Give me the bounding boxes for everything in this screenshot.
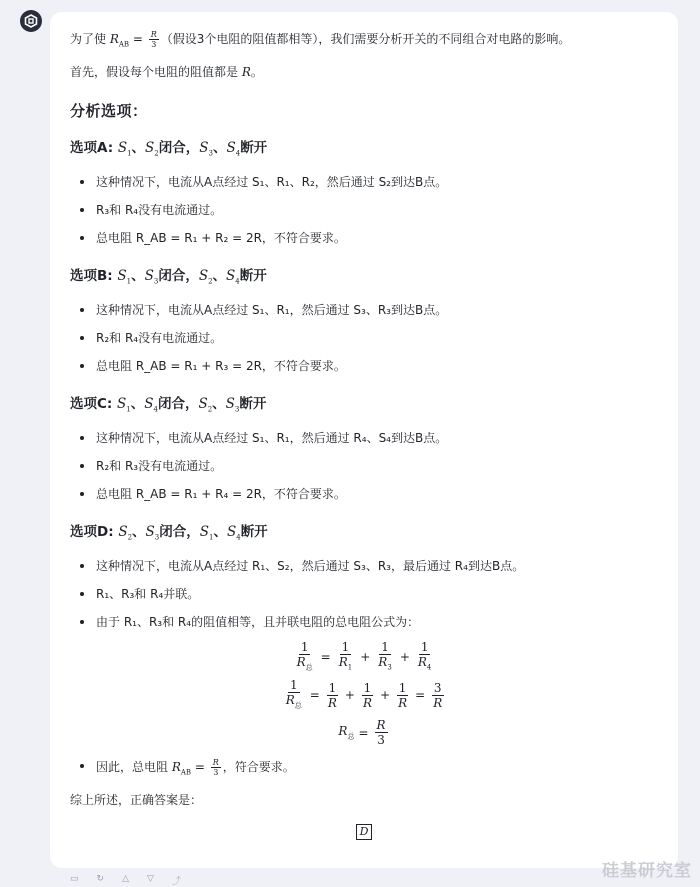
- sym: S: [144, 396, 154, 412]
- num: R: [376, 718, 386, 732]
- sub: 2: [208, 277, 213, 286]
- equation-3: [50, 718, 678, 747]
- sym: R: [296, 655, 306, 669]
- assume-r: R: [241, 65, 251, 79]
- num: 1: [341, 640, 350, 654]
- option-c-title: [70, 392, 266, 414]
- option-d-bullet-4: [96, 758, 295, 780]
- intro-text-b: （假设3个电阻的阻值都相等），我们需要分析开关的不同组合对电路的影响。: [160, 32, 571, 46]
- sub: 2: [154, 149, 159, 158]
- opt-mid: 闭合，: [157, 396, 199, 412]
- frac-1-over-rtotal: [295, 640, 315, 674]
- sub: 4: [236, 533, 241, 542]
- op-plus: +: [344, 688, 355, 703]
- opt-mid: 闭合，: [159, 524, 200, 540]
- opt-prefix: 选项C:: [70, 396, 118, 412]
- opt-switch: [227, 524, 241, 540]
- opt-switch: [118, 524, 132, 540]
- num: 1: [363, 680, 372, 695]
- sep: 、: [130, 396, 145, 412]
- sub: 3: [153, 277, 159, 286]
- option-d-bullet-3: 由于 R₁、R₃和 R₄的阻值相等，且并联电阻的总电阻公式为：: [96, 615, 420, 629]
- option-c-bullet-2: R₂和 R₃没有电流通过。: [96, 459, 223, 473]
- intro-fraction: [149, 30, 159, 49]
- opt-switch: [144, 396, 158, 412]
- frac-r-over-3: [375, 718, 388, 747]
- sym: S: [225, 396, 235, 412]
- answer-box: D: [356, 824, 372, 840]
- sub: 3: [234, 405, 240, 414]
- opt-end: 断开: [240, 140, 268, 156]
- sym: R: [338, 655, 348, 669]
- op-eq: =: [309, 688, 320, 703]
- sep: 、: [131, 140, 146, 156]
- option-a-bullet-3: 总电阻 R_AB = R₁ + R₂ = 2R，不符合要求。: [96, 231, 346, 245]
- sub: 1: [209, 533, 214, 542]
- analysis-heading: 分析选项：: [70, 102, 148, 120]
- sym: S: [199, 524, 209, 540]
- option-b-bullet-2: R₂和 R₄没有电流通过。: [96, 331, 223, 345]
- sub: 4: [235, 277, 240, 286]
- thumbs-up-icon[interactable]: △: [122, 874, 129, 884]
- den: [416, 655, 434, 674]
- assumption-text: [70, 64, 263, 80]
- sep: 、: [213, 524, 227, 540]
- opt-switch: [200, 524, 214, 540]
- sep: 、: [212, 268, 227, 284]
- sym: R: [338, 723, 348, 738]
- option-a-title: [70, 136, 267, 158]
- num: 1: [420, 640, 429, 654]
- den: R: [433, 695, 443, 710]
- watermark: 硅基研究室: [602, 861, 692, 881]
- sub: 4: [153, 405, 158, 414]
- opt-switch: [145, 140, 159, 156]
- opt-end: 断开: [239, 268, 267, 284]
- intro-eq: =: [129, 32, 147, 46]
- option-d-title: [70, 520, 268, 542]
- option-c-bullet-3: 总电阻 R_AB = R₁ + R₄ = 2R，不符合要求。: [96, 487, 346, 501]
- sub: 4: [235, 149, 241, 158]
- opt-switch: [199, 268, 213, 284]
- sub: AB: [180, 768, 192, 777]
- opt-mid: 闭合，: [158, 268, 199, 284]
- opt-switch: [199, 140, 213, 156]
- frac-1-over-r: [326, 681, 339, 710]
- num: 1: [381, 640, 389, 654]
- sym: S: [145, 140, 155, 156]
- sub: 3: [387, 663, 392, 672]
- num: 1: [328, 680, 337, 695]
- option-d-bullet-1: 这种情况下，电流从A点经过 R₁、S₂，然后通过 S₃、R₃，最后通过 R₄到达B点。: [96, 559, 525, 573]
- num: R: [212, 758, 219, 767]
- frac-r-over-3-inline: [211, 758, 221, 777]
- frac-1-over-r: [396, 681, 409, 710]
- op-eq: =: [358, 725, 369, 740]
- b4a: 因此，总电阻: [96, 760, 172, 774]
- frac-1-over-r3: [376, 640, 394, 674]
- intro-r: [109, 32, 130, 49]
- sym: S: [145, 524, 155, 540]
- thumbs-down-icon[interactable]: ▽: [146, 874, 154, 884]
- message-toolbar: [70, 874, 181, 887]
- den: 3: [213, 768, 219, 777]
- sym: S: [198, 268, 209, 284]
- sub: 1: [347, 663, 353, 672]
- sym: S: [199, 140, 209, 156]
- sym: S: [117, 268, 127, 284]
- assistant-logo-icon: [24, 14, 38, 28]
- assistant-avatar: [20, 10, 42, 32]
- opt-switch: [117, 396, 131, 412]
- sym: S: [198, 396, 208, 412]
- sub: 1: [126, 277, 132, 286]
- sym: S: [226, 524, 237, 540]
- sub: 2: [127, 533, 133, 542]
- den: R: [362, 695, 373, 710]
- den: [337, 655, 355, 674]
- sub: 总: [347, 732, 355, 741]
- sep: 、: [212, 140, 227, 156]
- rab: [171, 760, 192, 777]
- op-plus: +: [360, 650, 371, 665]
- num: 1: [398, 680, 407, 695]
- assume-a: 首先，假设每个电阻的阻值都是: [70, 65, 242, 79]
- intro-text: [70, 30, 570, 52]
- sym: S: [144, 268, 154, 284]
- frac-1-over-r4: [416, 640, 434, 674]
- frac-1-over-rtotal: [284, 678, 304, 712]
- eq: =: [191, 760, 209, 774]
- sub: 1: [126, 405, 131, 414]
- opt-prefix: 选项B:: [70, 268, 118, 284]
- conclusion-text: 综上所述，正确答案是：: [70, 793, 203, 807]
- opt-end: 断开: [239, 396, 267, 412]
- sym: S: [118, 524, 128, 540]
- opt-prefix: 选项D:: [70, 524, 119, 540]
- sym: S: [226, 268, 236, 284]
- rtotal: [338, 724, 354, 741]
- opt-switch: [145, 268, 159, 284]
- op-eq: =: [415, 688, 426, 703]
- sub: 总: [305, 663, 313, 672]
- sym: R: [171, 760, 181, 774]
- den: [376, 655, 394, 674]
- sym: S: [117, 396, 127, 412]
- op-eq: =: [320, 650, 331, 665]
- frac-1-over-r1: [337, 640, 355, 674]
- sep: 、: [132, 524, 146, 540]
- option-b-title: [70, 264, 267, 286]
- frac-1-over-r: [361, 681, 374, 710]
- den: R: [327, 695, 337, 710]
- op-plus: +: [380, 688, 391, 703]
- option-d-bullet-2: R₁、R₃和 R₄并联。: [96, 587, 200, 601]
- den: R: [398, 695, 408, 710]
- opt-switch: [226, 140, 240, 156]
- intro-r-symbol: R: [109, 32, 119, 46]
- frac-3-over-r: [431, 681, 444, 710]
- share-icon[interactable]: ⤴: [171, 877, 181, 887]
- option-b-bullet-1: 这种情况下，电流从A点经过 S₁、R₁，然后通过 S₃、R₃到达B点。: [96, 303, 448, 317]
- den: [295, 655, 315, 674]
- num: 1: [300, 640, 309, 654]
- sym: R: [417, 655, 427, 669]
- den: 3: [377, 733, 385, 747]
- den: [284, 693, 304, 712]
- sym: R: [378, 655, 388, 669]
- assume-b: 。: [250, 65, 263, 79]
- sub: 1: [127, 149, 132, 158]
- opt-end: 断开: [240, 524, 268, 540]
- copy-icon[interactable]: ▭: [70, 874, 79, 884]
- intro-text-a: 为了使: [70, 32, 110, 46]
- intro-r-sub: AB: [118, 40, 130, 49]
- assistant-message-card: [50, 12, 678, 868]
- option-a-bullet-1: 这种情况下，电流从A点经过 S₁、R₁、R₂，然后通过 S₂到达B点。: [96, 175, 448, 189]
- option-a-bullet-2: R₃和 R₄没有电流通过。: [96, 203, 223, 217]
- sym: R: [285, 693, 295, 707]
- sub: 4: [426, 663, 432, 672]
- opt-mid: 闭合，: [158, 140, 200, 156]
- sub: 2: [207, 405, 213, 414]
- sub: 3: [208, 149, 213, 158]
- opt-switch: [117, 268, 131, 284]
- equation-1: [50, 640, 678, 674]
- sep: 、: [212, 396, 226, 412]
- op-plus: +: [399, 650, 410, 665]
- num: 1: [289, 678, 298, 692]
- opt-switch: [226, 268, 240, 284]
- equation-2: [50, 678, 678, 712]
- opt-switch: [226, 396, 240, 412]
- option-b-bullet-3: 总电阻 R_AB = R₁ + R₃ = 2R，不符合要求。: [96, 359, 346, 373]
- opt-prefix: 选项A:: [70, 140, 118, 156]
- opt-switch: [118, 140, 132, 156]
- opt-switch: [146, 524, 160, 540]
- intro-frac-den: 3: [151, 40, 157, 49]
- opt-switch: [198, 396, 212, 412]
- b4b: ，符合要求。: [222, 760, 295, 774]
- num: 3: [433, 680, 442, 695]
- intro-frac-num: R: [150, 30, 157, 39]
- sub: 3: [154, 533, 160, 542]
- sym: S: [117, 140, 128, 156]
- option-c-bullet-1: 这种情况下，电流从A点经过 S₁、R₁，然后通过 R₄、S₄到达B点。: [96, 431, 448, 445]
- sym: S: [226, 140, 236, 156]
- sub: 总: [294, 701, 302, 710]
- sep: 、: [131, 268, 145, 284]
- regenerate-icon[interactable]: ↻: [96, 874, 105, 884]
